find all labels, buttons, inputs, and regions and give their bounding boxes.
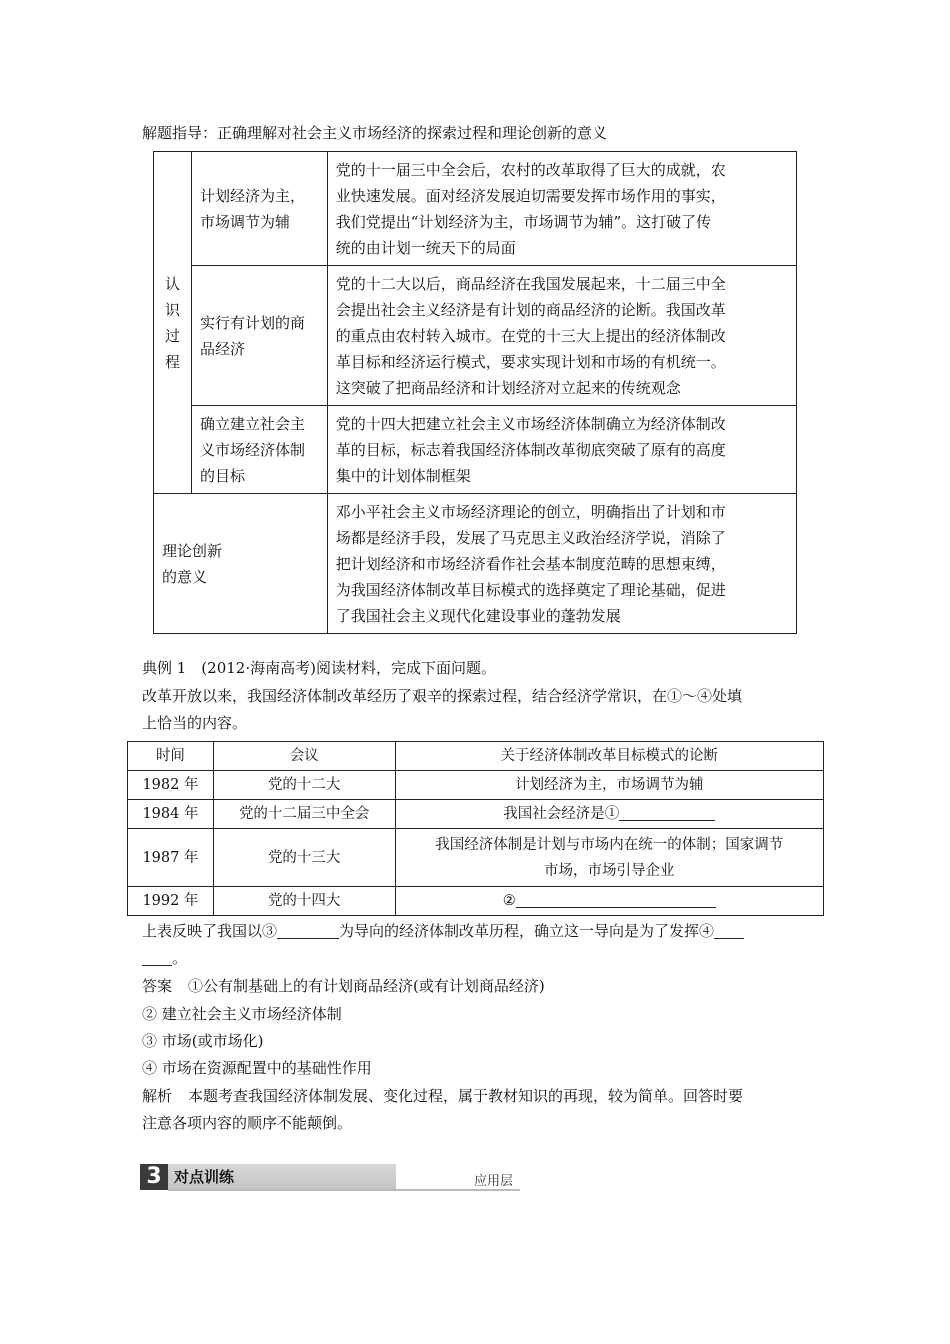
answer-blank-4 (714, 922, 744, 939)
after-table-text: 上表反映了我国以③ 为导向的经济体制改革历程，确立这一导向是为了发挥④ (142, 921, 744, 941)
answer-blank-3 (277, 922, 339, 939)
guide-text: 解题指导：正确理解对社会主义市场经济的探索过程和理论创新的意义 (142, 124, 608, 142)
answer-line-1: 答案 ①公有制基础上的有计划商品经济(或有计划商品经济) (142, 977, 545, 995)
answer-blank-2 (516, 891, 716, 908)
example-prompt: 改革开放以来，我国经济体制改革经历了艰辛的探索过程，结合经济学常识，在①～④处填 (142, 687, 743, 705)
analysis-label: 解析 (142, 1087, 173, 1105)
claim-cell: ② (395, 887, 824, 916)
claim-cell: 我国经济体制是计划与市场内在统一的体制；国家调节 市场，市场引导企业 (395, 829, 824, 887)
year-cell: 1992 年 (128, 887, 214, 916)
answer-blank-1 (619, 804, 715, 821)
section-number: 3 (140, 1164, 168, 1190)
after-table-text-cont: 。 (142, 948, 187, 968)
section-rule (168, 1189, 520, 1191)
claim-cell: 计划经济为主，市场调节为辅 (395, 771, 824, 800)
year-cell: 1982 年 (128, 771, 214, 800)
stage-cell: 计划经济为主， 市场调节为辅 (191, 152, 327, 266)
example-prompt-cont: 上恰当的内容。 (142, 714, 248, 732)
meeting-cell: 党的十三大 (213, 829, 395, 887)
section-banner (140, 1164, 520, 1190)
header-meeting: 会议 (213, 742, 395, 771)
answer-line-4: ④ 市场在资源配置中的基础性作用 (142, 1059, 372, 1077)
meeting-cell: 党的十二大 (213, 771, 395, 800)
theory-label: 理论创新 的意义 (154, 494, 328, 634)
example-title: 典例 1 (2012·海南高考)阅读材料，完成下面问题。 (142, 659, 496, 677)
meeting-cell: 党的十四大 (213, 887, 395, 916)
meeting-cell: 党的十二届三中全会 (213, 800, 395, 829)
header-time: 时间 (128, 742, 214, 771)
answer-line-2: ② 建立社会主义市场经济体制 (142, 1005, 342, 1023)
year-cell: 1987 年 (128, 829, 214, 887)
desc-cell: 党的十四大把建立社会主义市场经济体制确立为经济体制改 革的目标，标志着我国经济体制改革彻底突破了原有的高度 集中的计划体制框架 (327, 406, 796, 494)
analysis-line-1: 解析 本题考查我国经济体制发展、变化过程，属于教材知识的再现，较为简单。回答时要 (142, 1087, 744, 1105)
knowledge-table (153, 151, 797, 634)
theory-desc: 邓小平社会主义市场经济理论的创立，明确指出了计划和市 场都是经济手段，发展了马克思主义政治经济学说，消除了 把计划经济和市场经济看作社会基本制度范畴的思想束缚， 为我国经济体制改革目标模式的选择奠定了理论基础，促进 了我国社会主义现代化建设事业的蓬勃发展 (327, 494, 796, 634)
answer-label: 答案 (142, 977, 173, 995)
group-label: 认 识 过 程 (154, 152, 192, 494)
desc-cell: 党的十二大以后，商品经济在我国发展起来，十二届三中全 会提出社会主义经济是有计划的商品经济的论断。我国改革 的重点由农村转入城市。在党的十三大上提出的经济体制改 革目标和经济运行模式，要求实现计划和市场的有机统一。 这突破了把商品经济和计划经济对立起来的传统观念 (327, 266, 796, 406)
reform-table (127, 741, 824, 916)
stage-cell: 确立建立社会主 义市场经济体制 的目标 (191, 406, 327, 494)
answer-blank-4-cont (142, 949, 172, 966)
header-claim: 关于经济体制改革目标模式的论断 (395, 742, 824, 771)
section-title: 对点训练 (168, 1164, 396, 1190)
analysis-line-2: 注意各项内容的顺序不能颠倒。 (142, 1114, 353, 1132)
stage-cell: 实行有计划的商 品经济 (191, 266, 327, 406)
answer-line-3: ③ 市场(或市场化) (142, 1032, 264, 1050)
desc-cell: 党的十一届三中全会后，农村的改革取得了巨大的成就，农 业快速发展。面对经济发展迫切需要发挥市场作用的事实， 我们党提出“计划经济为主，市场调节为辅”。这打破了传 统的由计划一统天下的局面 (327, 152, 796, 266)
section-layer: 应用层 (474, 1174, 514, 1189)
claim-cell: 我国社会经济是① (395, 800, 824, 829)
year-cell: 1984 年 (128, 800, 214, 829)
